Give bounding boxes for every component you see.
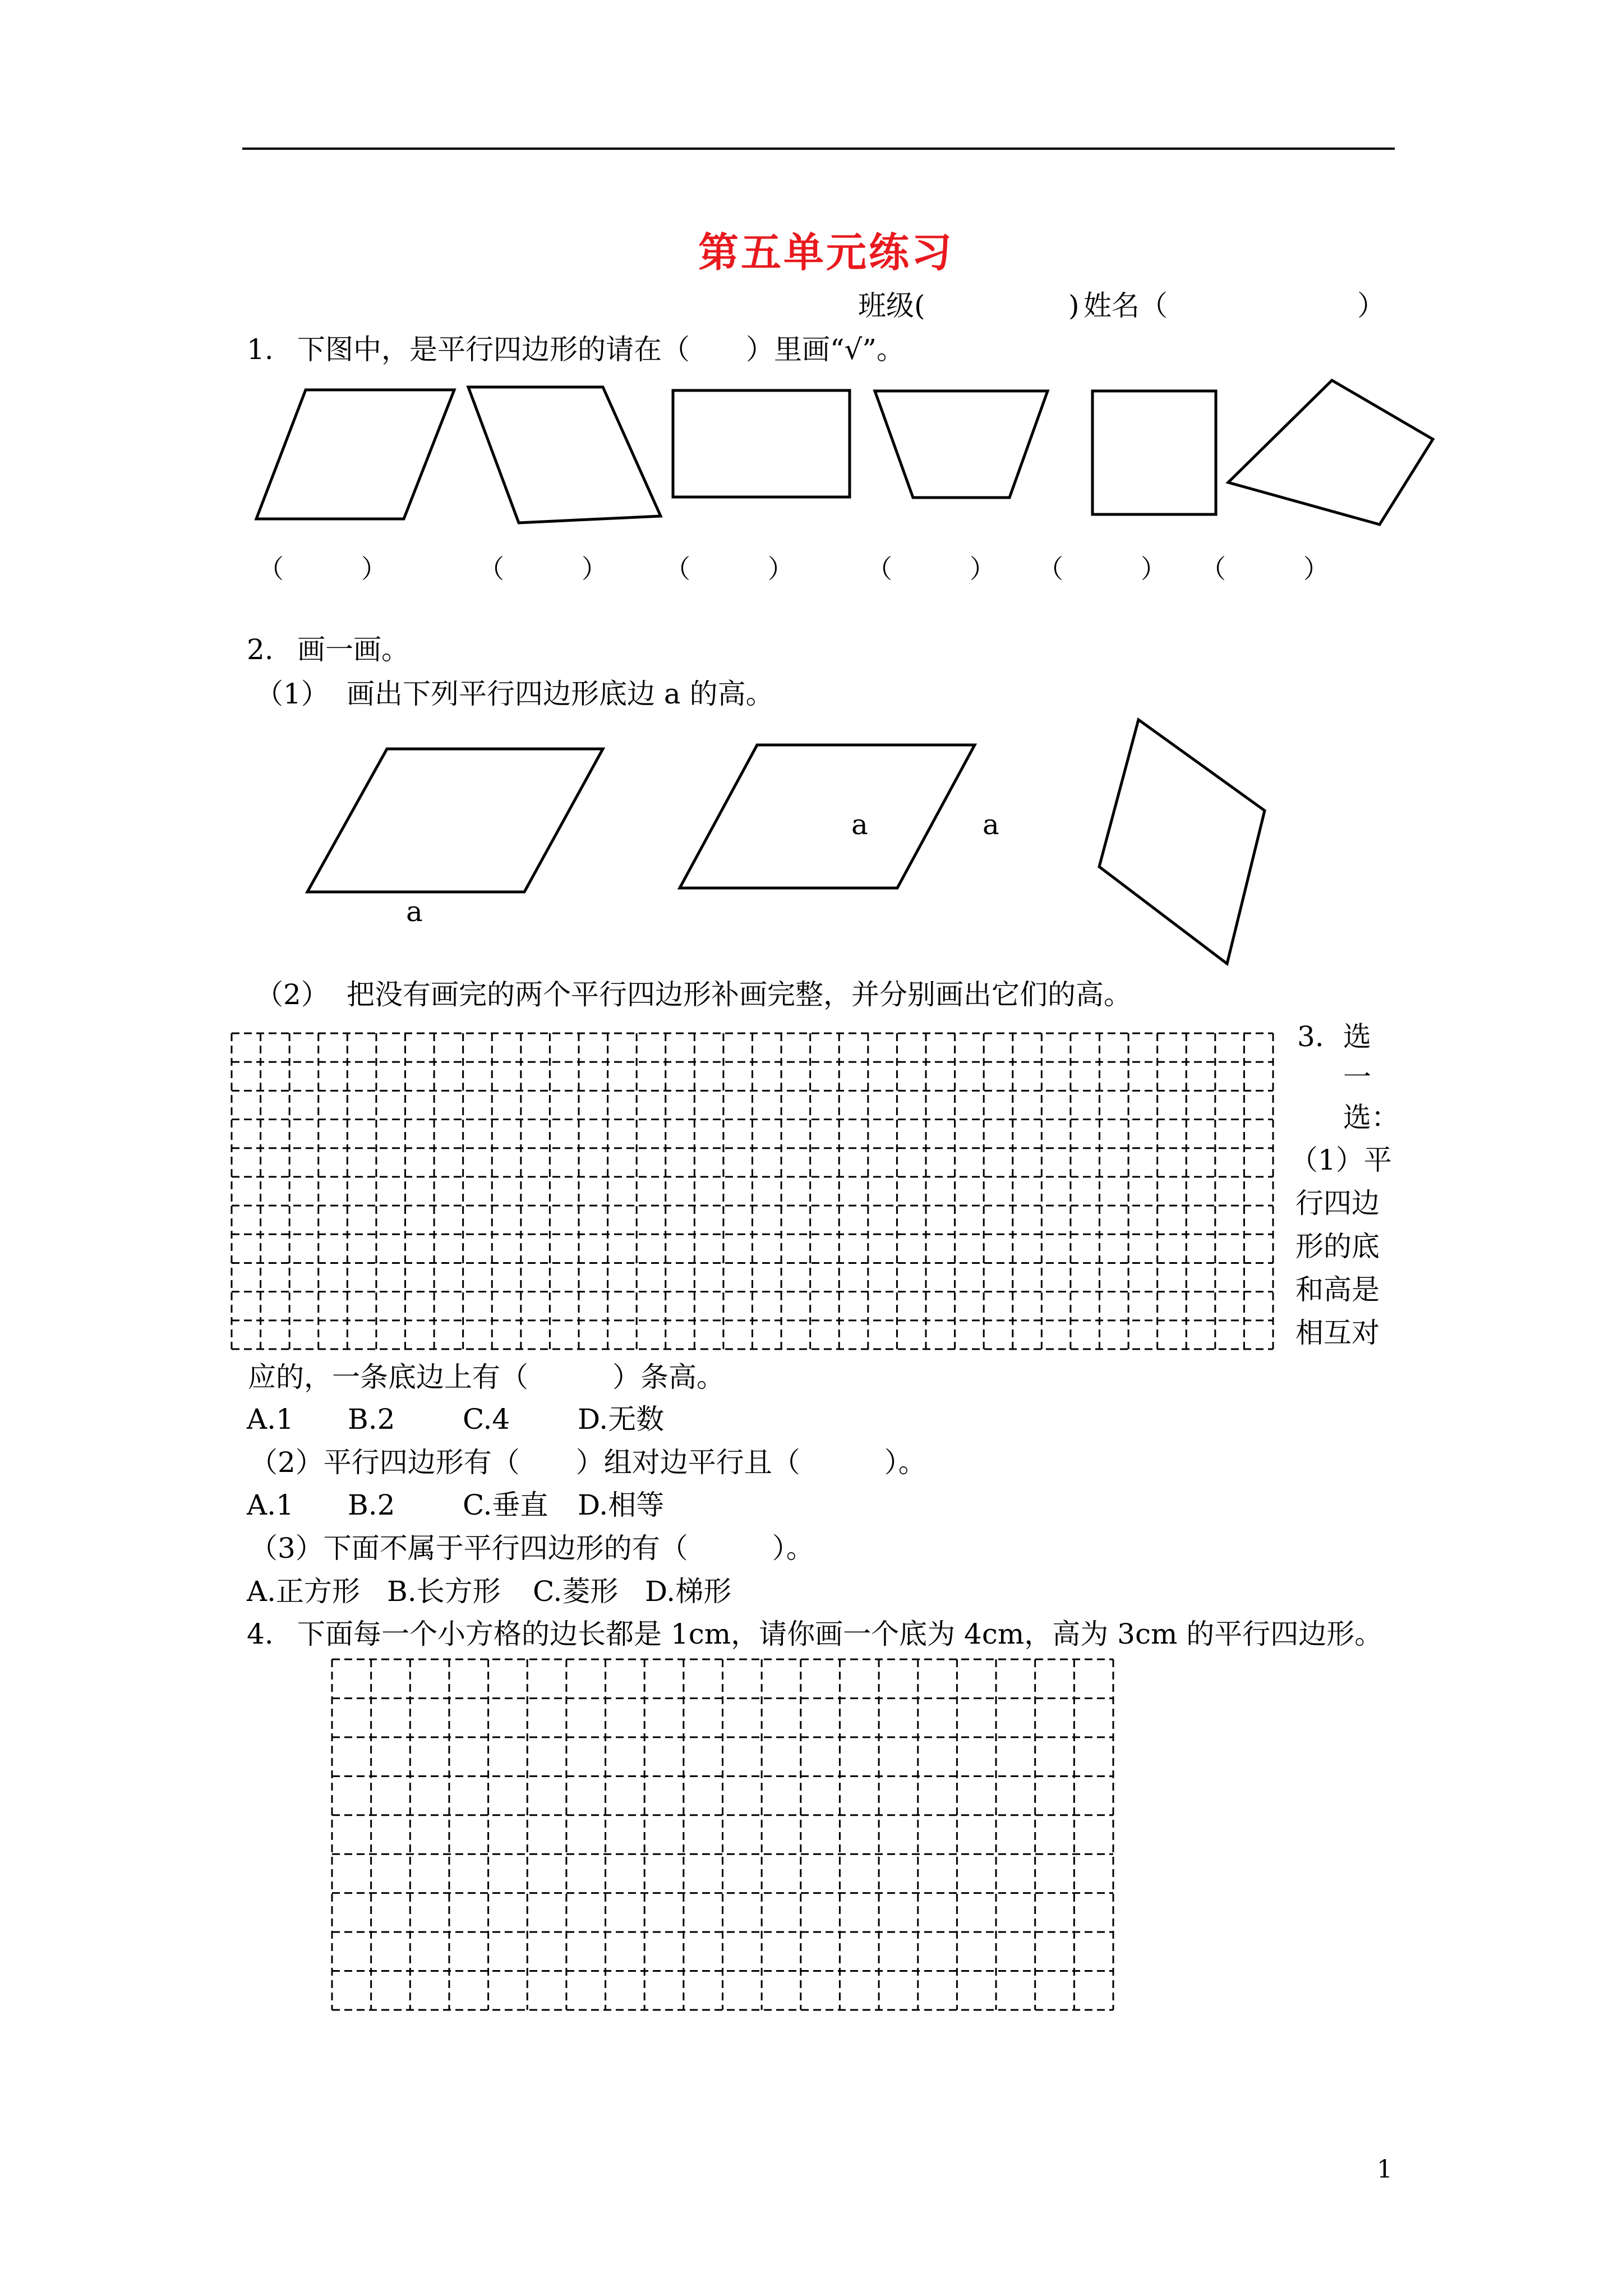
q1-answer-blank-3[interactable]: （ ） xyxy=(665,554,794,584)
q1-answer-blank-5[interactable]: （ ） xyxy=(1038,554,1166,584)
class-close: ) xyxy=(1068,289,1080,322)
q2-sub1-text: 画出下列平行四边形底边 a 的高。 xyxy=(347,678,774,710)
q3-vertical-line: 一 xyxy=(1343,1061,1371,1093)
name-label: 姓名（ xyxy=(1083,289,1168,322)
page-title: 第五单元练习 xyxy=(698,228,955,276)
q3-vertical-line: 和高是 xyxy=(1295,1273,1380,1306)
q1-shape-slanted-parallelogram xyxy=(468,387,661,523)
q1-shape-parallelogram xyxy=(256,390,454,519)
q3-vertical-line: 行四边 xyxy=(1295,1187,1380,1220)
q3-option[interactable]: C.菱形 xyxy=(533,1575,619,1608)
q3-option[interactable]: A.1 xyxy=(247,1489,294,1521)
q2-sub1-label: （1） xyxy=(255,678,329,710)
q4-text: 下面每一个小方格的边长都是 1cm，请你画一个底为 4cm，高为 3cm 的平行四边形。 xyxy=(297,1618,1383,1650)
q2-base-label-a: a xyxy=(983,808,999,841)
q3-option[interactable]: C.4 xyxy=(463,1403,510,1435)
q2-text: 画一画。 xyxy=(297,633,409,666)
q3-option[interactable]: A.1 xyxy=(247,1403,294,1435)
q3-vertical-line: 形的底 xyxy=(1295,1230,1380,1263)
q3-option[interactable]: D.相等 xyxy=(578,1489,665,1521)
q2-sub2-text: 把没有画完的两个平行四边形补画完整，并分别画出它们的高。 xyxy=(347,978,1132,1011)
page-number: 1 xyxy=(1377,2155,1393,2184)
q4-dashed-grid xyxy=(332,1659,1113,2010)
q3-vertical-line: 相互对 xyxy=(1295,1317,1380,1349)
q1-answer-blank-4[interactable]: （ ） xyxy=(866,554,995,584)
q3-option[interactable]: B.长方形 xyxy=(387,1575,501,1608)
q2-dashed-grid xyxy=(232,1033,1273,1349)
q1-answer-blank-1[interactable]: （ ） xyxy=(258,554,387,584)
q2-base-label-a: a xyxy=(406,895,423,928)
q3-sub1-continuation: 应的，一条底边上有（ ）条高。 xyxy=(248,1361,725,1393)
q3-option[interactable]: D.无数 xyxy=(578,1403,665,1435)
q1-shape-rhombus xyxy=(1228,380,1433,524)
q3-vertical-line: 选 xyxy=(1343,1020,1371,1053)
q1-number: 1. xyxy=(247,333,274,366)
q2-sub2-label: （2） xyxy=(255,978,329,1011)
q3-option[interactable]: B.2 xyxy=(348,1489,395,1521)
q1-shape-rectangle xyxy=(673,390,850,497)
q3-sub3: （3）下面不属于平行四边形的有（ ）。 xyxy=(250,1532,814,1565)
q1-answer-blank-2[interactable]: （ ） xyxy=(478,554,607,584)
q1-shape-trapezoid xyxy=(875,391,1048,498)
q3-option[interactable]: B.2 xyxy=(348,1403,395,1435)
q3-sub2: （2）平行四边形有（ ）组对边平行且（ ）。 xyxy=(250,1446,926,1479)
q3-number: 3. xyxy=(1297,1020,1324,1053)
q3-option[interactable]: C.垂直 xyxy=(463,1489,548,1521)
q4-number: 4. xyxy=(247,1618,274,1650)
q2-base-label-a: a xyxy=(851,808,868,841)
q3-vertical-line: 选： xyxy=(1343,1101,1399,1134)
name-close: ） xyxy=(1357,289,1385,322)
q2-parallelogram-3 xyxy=(1099,720,1265,964)
q1-shape-square xyxy=(1092,391,1216,514)
q3-option[interactable]: D.梯形 xyxy=(645,1575,732,1608)
class-label: 班级( xyxy=(858,289,925,322)
q2-parallelogram-2 xyxy=(680,745,975,888)
q3-vertical-line: （1）平 xyxy=(1290,1144,1392,1176)
q1-answer-blank-6[interactable]: （ ） xyxy=(1200,554,1329,584)
q1-text: 下图中，是平行四边形的请在（ ）里画“√”。 xyxy=(297,333,905,366)
q2-parallelogram-1 xyxy=(307,749,603,892)
q2-number: 2. xyxy=(247,633,274,666)
q3-option[interactable]: A.正方形 xyxy=(247,1575,361,1608)
